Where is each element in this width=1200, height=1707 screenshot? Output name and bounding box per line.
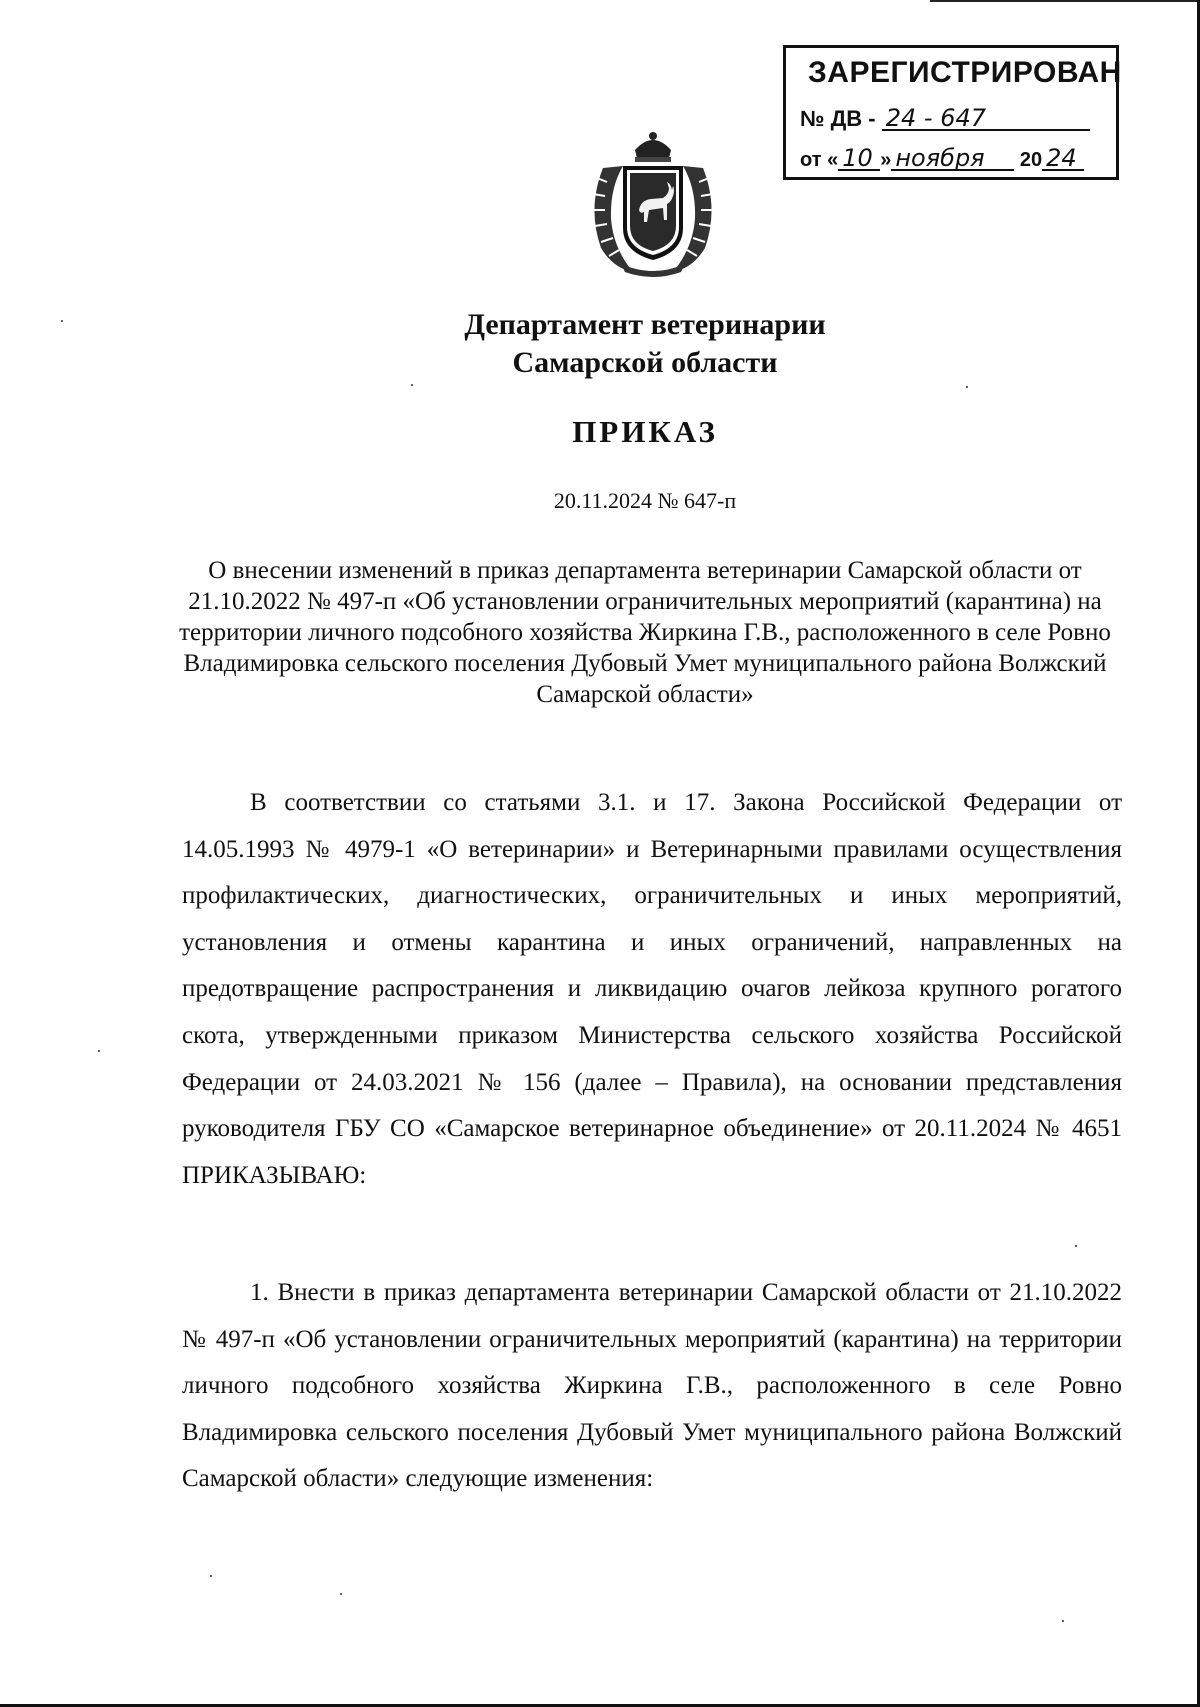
preamble-paragraph: В соответствии со статьями 3.1. и 17. Закона Российской Федерации от 14.05.1993 № 4979-1 «О ветеринарии» и Ветеринарными правилами осуществления профилактических, диагностических, ограничительных и иных мероприятий, установления и отмены карантина и иных ограничений, направленных на предотвращение распространения и ликвидацию очагов лейкоза крупного рогатого скота, утвержденными приказом Министерства сельского хозяйства Российской Федерации от 24.03.2021 № 156 (далее – Правила), на основании представления руководителя ГБУ СО «Самарское ветеринарное объединение» от 20.11.2024 № 4651 ПРИКАЗЫВАЮ: [182,789,1122,1189]
crown-icon [635,132,671,162]
stamp-number-row [800,106,1090,132]
item-1-paragraph: 1. Внести в приказ департамента ветеринарии Самарской области от 21.10.2022 № 497-п «Об установлении ограничительных мероприятий (карантина) на территории личного подсобного хозяйства Жиркина Г.В., расположенного в селе Ровно Владимировка сельского поселения Дубовый Умет муниципального района Волжский Самарской области» следующие изменения: [182,1279,1122,1493]
stamp-number-prefix: № ДВ - [800,106,876,131]
scan-edge-top [930,0,1200,2]
stamp-date-row [800,144,1084,172]
stamp-month-handwritten: ноября [891,147,1014,171]
registration-stamp [783,45,1122,180]
scan-speck [1062,1620,1064,1622]
document-type-title: ПРИКАЗ [572,414,718,449]
scan-speck [411,384,413,386]
stamp-title: ЗАРЕГИСТРИРОВАН [808,56,1122,89]
stamp-year-prefix: 20 [1019,149,1043,171]
stamp-number-handwritten: 24 - 647 [882,107,1090,131]
scan-speck [340,1593,342,1595]
document-subject: О внесении изменений в приказ департамента ветеринарии Самарской области от 21.10.2022 № 497-п «Об установлении ограничительных мероприятий (карантина) на территории личного подсобного хозяйства Жиркина Г.В., расположенного в селе Ровно Владимировка сельского поселения Дубовый Умет муниципального района Волжский Самарской области» [179,557,1111,708]
organization-name-line2: Самарской области [512,346,778,379]
scan-speck [210,1575,212,1577]
stamp-year-handwritten: 24 [1042,147,1084,171]
stamp-date-mid: » [880,149,892,171]
document-date-number: 20.11.2024 № 647-п [553,488,737,513]
scan-speck [966,386,968,388]
scan-speck [1075,1245,1077,1247]
scan-speck [98,1050,100,1052]
stamp-day-handwritten: 10 [838,147,880,171]
organization-name-line1: Департамент ветеринарии [464,308,826,341]
stamp-date-prefix: от « [800,149,839,171]
scan-speck [61,320,63,322]
coat-of-arms-emblem [583,128,723,278]
